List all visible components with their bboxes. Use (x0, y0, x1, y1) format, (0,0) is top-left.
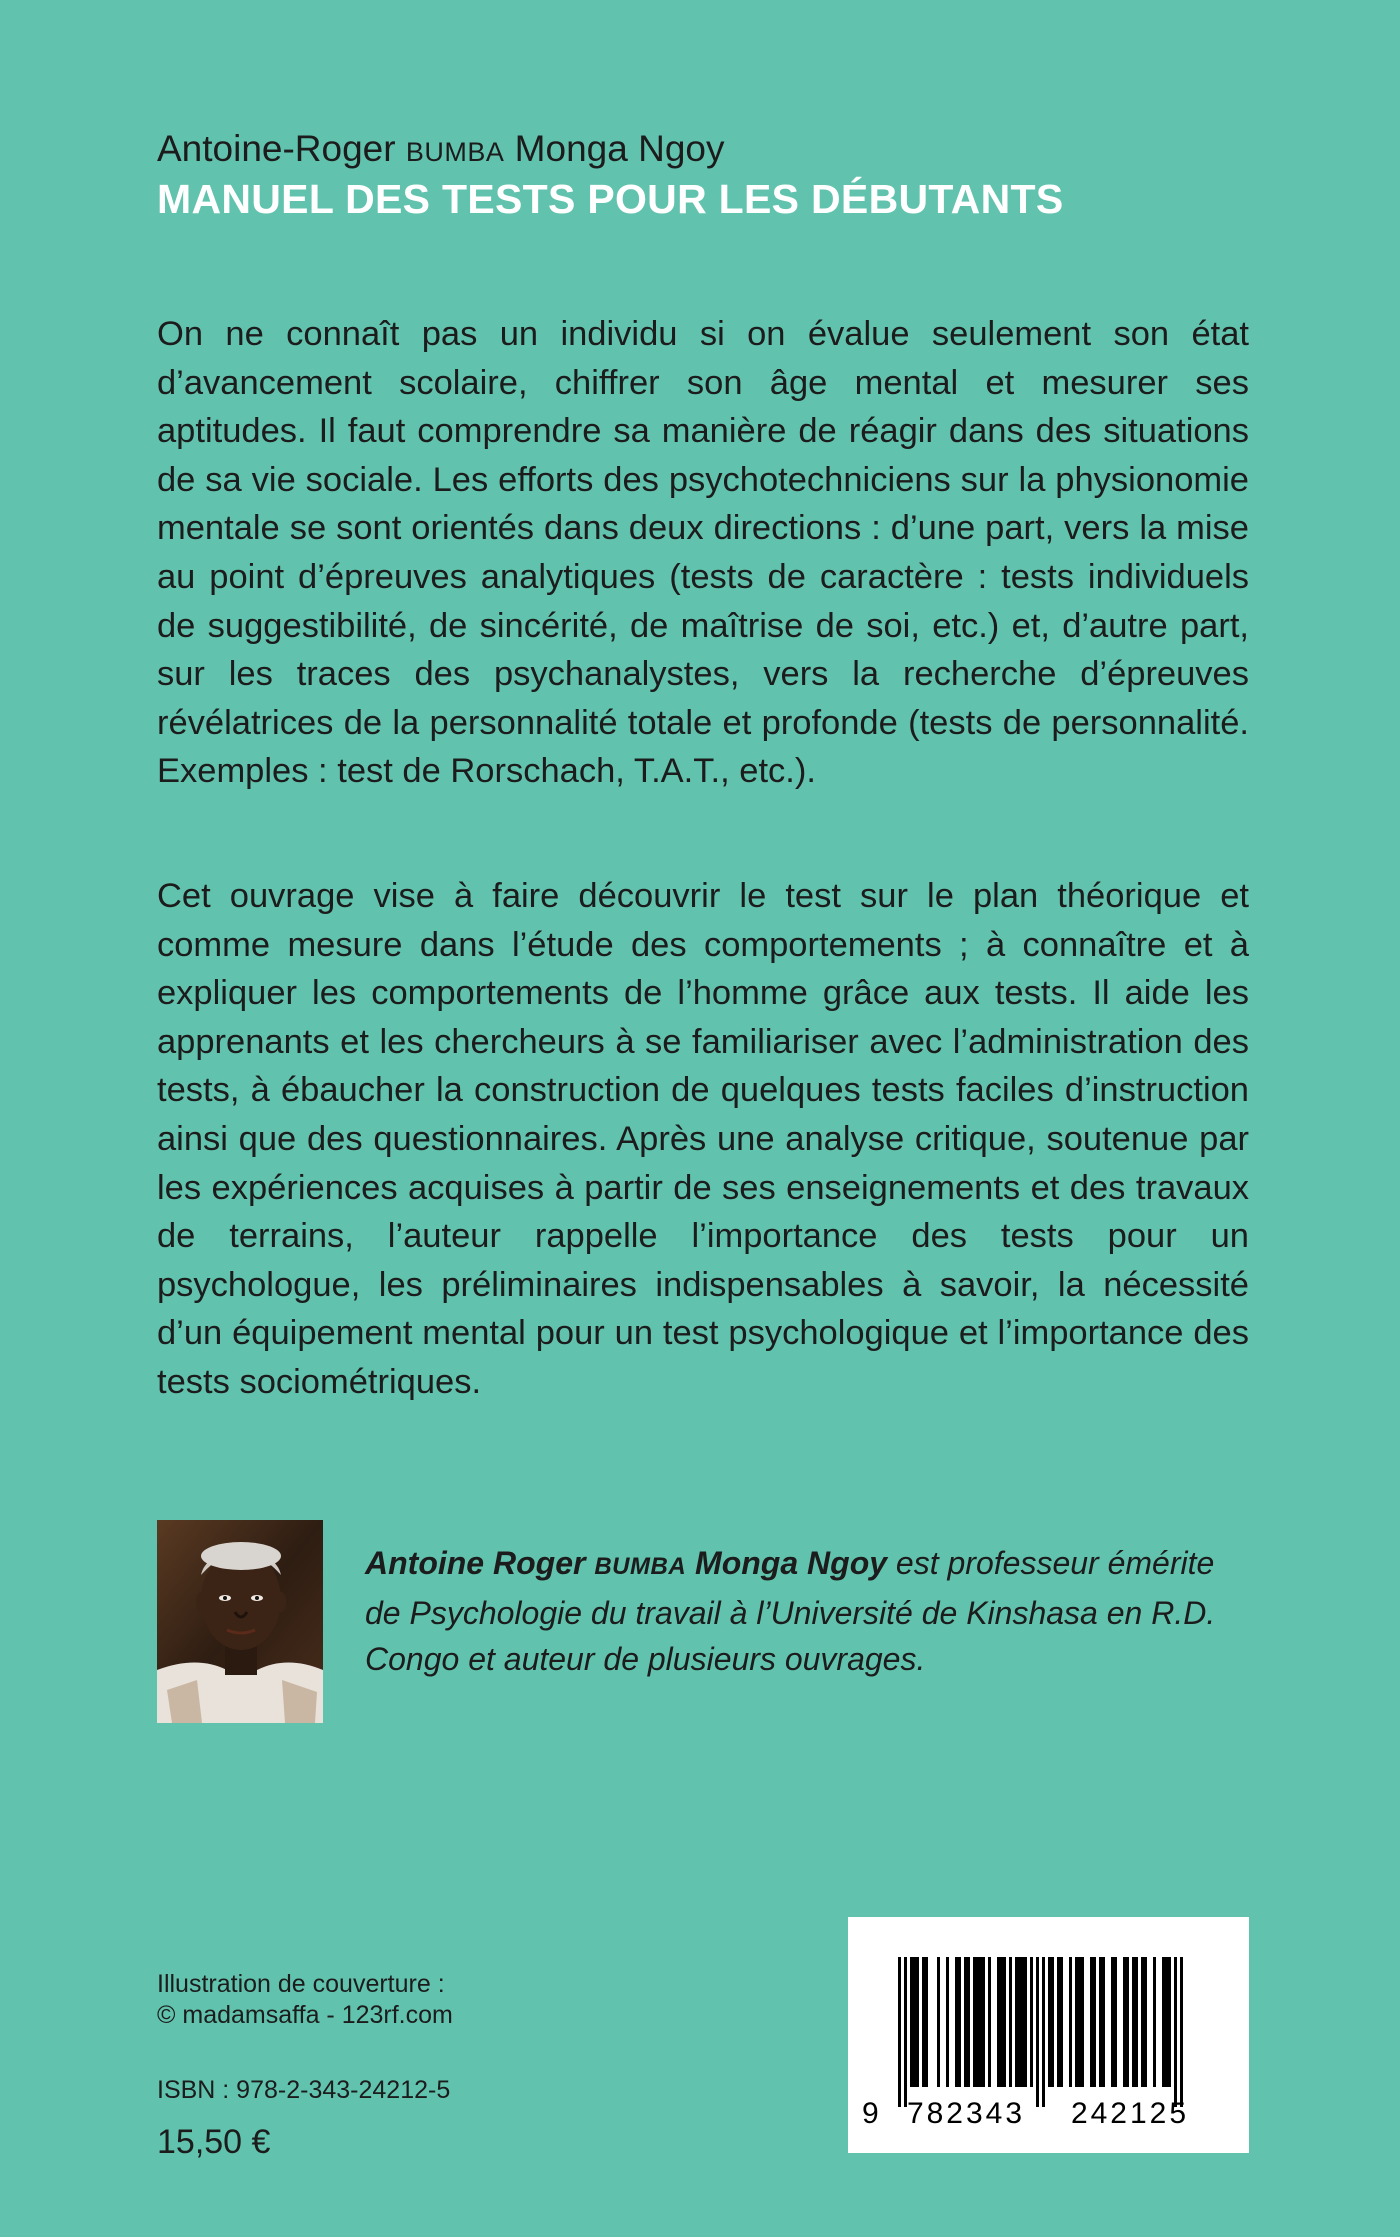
barcode-bar (1036, 1957, 1039, 2107)
bio-name-first: Antoine Roger (365, 1545, 595, 1581)
barcode-bar (1114, 1957, 1117, 2087)
barcode-bar (964, 1957, 967, 2087)
barcode-bar (1174, 1957, 1177, 2107)
credit-line-1: Illustration de couverture : (157, 1970, 445, 1998)
author-last: Monga Ngoy (504, 128, 725, 169)
barcode-bar (1081, 1957, 1084, 2087)
barcode-bar (922, 1957, 925, 2087)
book-title: MANUEL DES TESTS POUR LES DÉBUTANTS (157, 176, 1064, 222)
barcode-bar (1126, 1957, 1129, 2087)
barcode-bar (997, 1957, 1000, 2087)
barcode-bar (982, 1957, 985, 2087)
barcode (848, 1917, 1249, 2153)
barcode-bar (1042, 1957, 1045, 2107)
barcode-bar (946, 1957, 949, 2087)
barcode-bar (1024, 1957, 1027, 2087)
barcode-bar (1060, 1957, 1063, 2087)
barcode-bar (937, 1957, 940, 2087)
description-paragraph-1: On ne connaît pas un individu si on évalue seulement son état d’avancement scolaire, chiffrer son âge mental et mesurer ses aptitudes. Il faut comprendre sa manière de réagir dans des situations de sa vie sociale. Les efforts des psychotechniciens sur la physionomie mentale se sont orientés dans deux directions : d’une part, vers la mise au point d’épreuves analytiques (tests de caractère : tests individuels de suggestibilité, de sincérité, de maîtrise de soi, etc.) et, d’autre part, sur les traces des psychanalystes, vers la recherche d’épreuves révélatrices de la personnalité totale et profonde (tests de personnalité. Exemples : test de Rorschach, T.A.T., etc.). (157, 315, 1249, 791)
barcode-bar (916, 1957, 919, 2087)
barcode-bar (1069, 1957, 1072, 2087)
barcode-bar (913, 1957, 916, 2087)
bio-name-caps: BUMBA (594, 1553, 687, 1580)
barcode-bar (1075, 1957, 1078, 2087)
barcode-bar (1057, 1957, 1060, 2087)
barcode-bar (1099, 1957, 1102, 2087)
barcode-bar (1132, 1957, 1135, 2087)
barcode-bar (1015, 1957, 1018, 2087)
barcode-bar (988, 1957, 991, 2087)
barcode-group-1: 782343 (906, 2097, 1026, 2130)
barcode-bar (1102, 1957, 1105, 2087)
barcode-bar (1168, 1957, 1171, 2087)
barcode-bar (976, 1957, 979, 2087)
barcode-bar (1048, 1957, 1051, 2087)
bio-name-last: Monga Ngoy (686, 1545, 888, 1581)
barcode-bar (1021, 1957, 1024, 2087)
barcode-bar (1093, 1957, 1096, 2087)
description-paragraph-2: Cet ouvrage vise à faire découvrir le test sur le plan théorique et comme mesure dans l’étude des comportements ; à connaître et à expliquer les comportements de l’homme grâce aux tests. Il aide les apprenants et les chercheurs à se familiariser avec l’administration des tests, à ébaucher la construction de quelques tests faciles d’instruction ainsi que des questionnaires. Après une analyse critique, soutenue par les expériences acquises à partir de ses enseignements et des travaux de terrains, l’auteur rappelle l’importance des tests pour un psychologue, les préliminaires indispensables à savoir, la nécessité d’un équipement mental pour un test psychologique et l’importance des tests sociométriques. (157, 877, 1249, 1401)
barcode-bar (958, 1957, 961, 2087)
barcode-bar (898, 1957, 901, 2107)
barcode-bar (967, 1957, 970, 2087)
barcode-bar (1123, 1957, 1126, 2087)
barcode-bar (1111, 1957, 1114, 2087)
barcode-bar (1090, 1957, 1093, 2087)
author-caps: BUMBA (405, 137, 505, 167)
barcode-bar (925, 1957, 928, 2087)
barcode-bar (955, 1957, 958, 2087)
barcode-bar (1135, 1957, 1138, 2087)
barcode-bar (1018, 1957, 1021, 2087)
barcode-group-2: 242125 (1070, 2097, 1190, 2130)
barcode-bar (1000, 1957, 1003, 2087)
credit-line-2: © madamsaffa - 123rf.com (157, 2001, 453, 2029)
barcode-bar (904, 1957, 907, 2107)
bio-name (365, 1545, 887, 1581)
author-bio (365, 1540, 1250, 1682)
author-photo (157, 1520, 323, 1723)
bio-text: est professeur émérite de Psychologie du travail à l’Université de Kinshasa en R.D. Congo et auteur de plusieurs ouvrages. (365, 1545, 1216, 1677)
barcode-bar (1165, 1957, 1168, 2087)
author-first: Antoine-Roger (157, 128, 406, 169)
barcode-bar (1180, 1957, 1183, 2107)
barcode-bar (1153, 1957, 1156, 2087)
price: 15,50 € (157, 2123, 271, 2161)
barcode-bar (1030, 1957, 1033, 2087)
barcode-bar (979, 1957, 982, 2087)
barcode-bar (1144, 1957, 1147, 2087)
cover-credit (157, 1969, 453, 2031)
barcode-digit-first: 9 (862, 2097, 879, 2130)
barcode-bar (973, 1957, 976, 2087)
barcode-bar (1051, 1957, 1054, 2087)
barcode-bar (910, 1957, 913, 2087)
barcode-bar (1078, 1957, 1081, 2087)
barcode-bar (1141, 1957, 1144, 2087)
barcode-bar (1009, 1957, 1012, 2087)
barcode-bar (1162, 1957, 1165, 2087)
barcode-graphic (848, 1917, 1249, 2153)
barcode-bar (1003, 1957, 1006, 2087)
author-name (157, 128, 724, 170)
isbn: ISBN : 978-2-343-24212-5 (157, 2076, 451, 2104)
